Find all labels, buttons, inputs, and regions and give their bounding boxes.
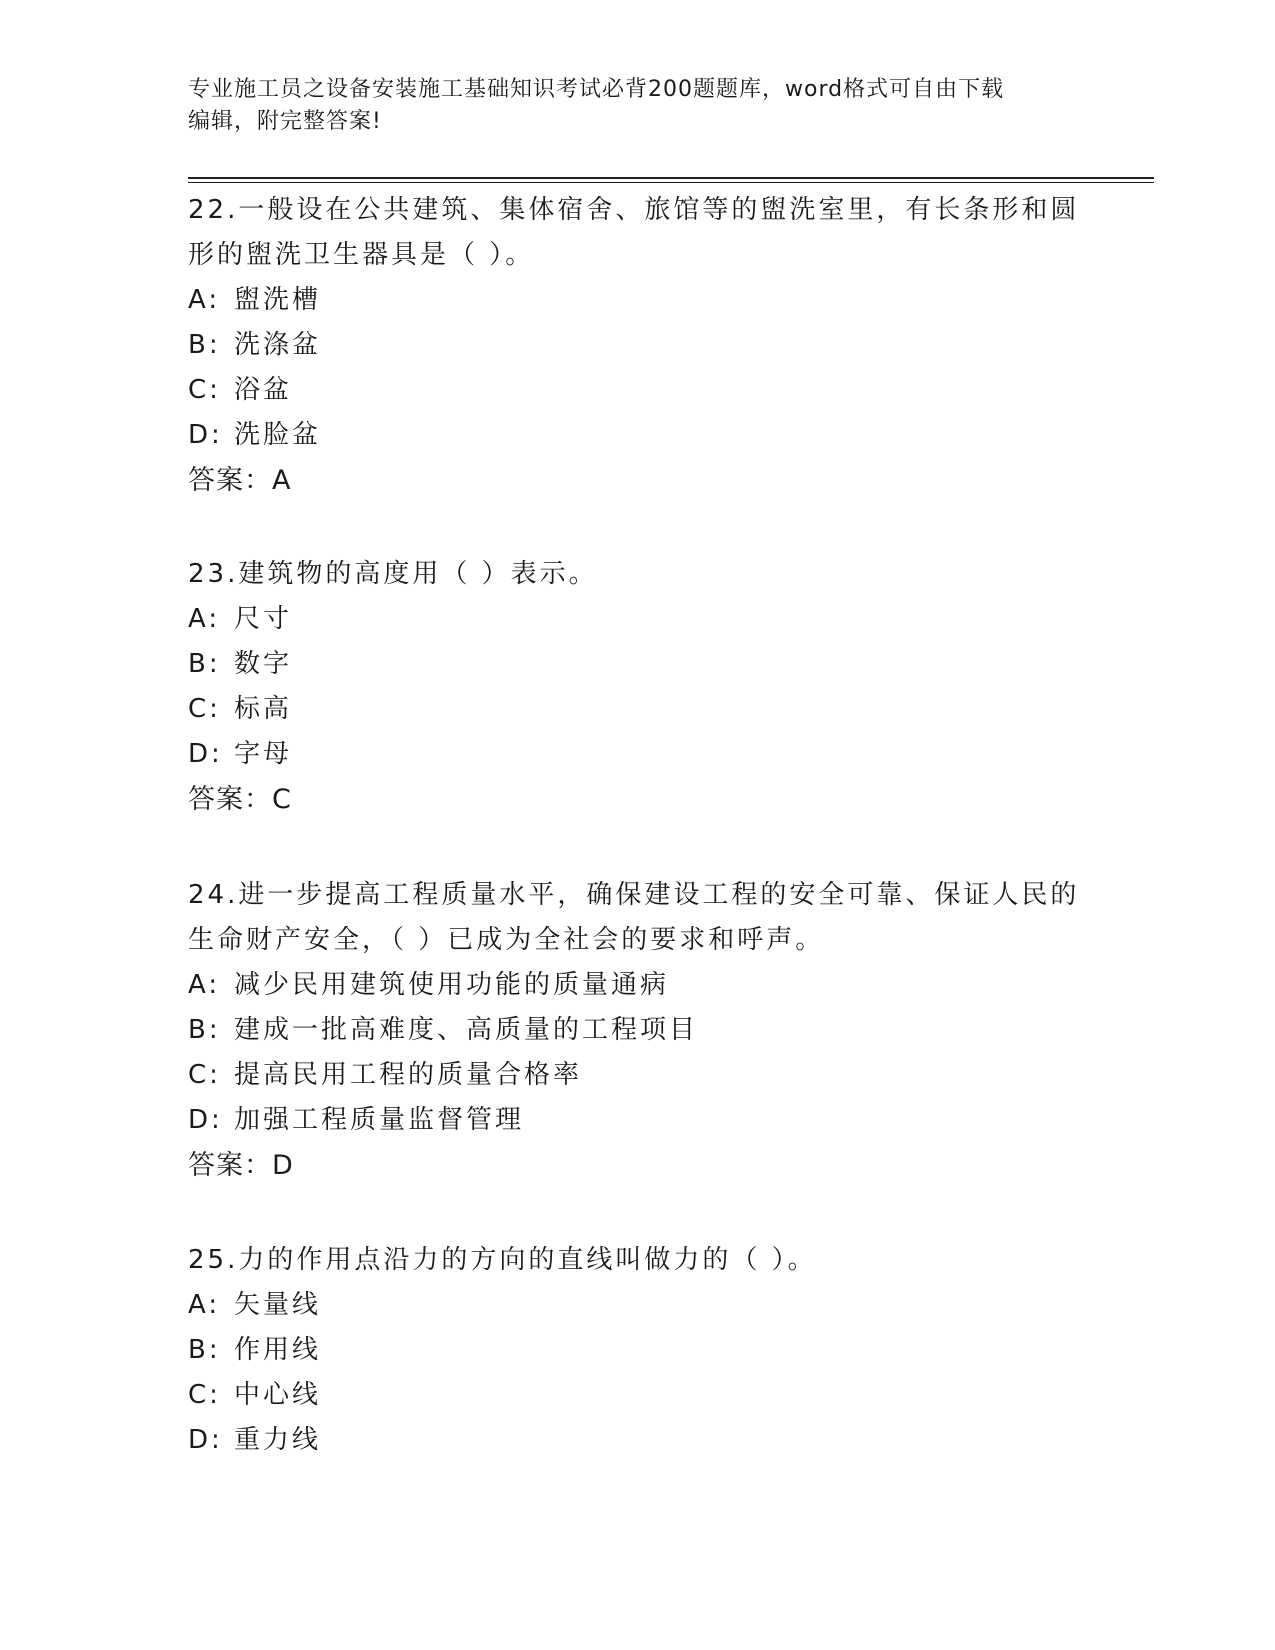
option-letter: D: [188,739,223,769]
option-letter: B: [188,1335,221,1365]
option-letter: B: [188,330,221,360]
answer-line: 答案：C [188,784,292,815]
answer-line: 答案：A [188,465,292,496]
option-letter: A: [188,285,221,315]
option-d [188,732,1088,777]
option-d [188,413,1088,458]
question-stem: 24.进一步提高工程质量水平，确保建设工程的安全可靠、保证人民的生命财产安全，（ ）已成为全社会的要求和呼声。 [188,880,1080,955]
option-text: 尺寸 [234,604,293,634]
question-stem: 25.力的作用点沿力的方向的直线叫做力的（ ）。 [188,1245,817,1275]
option-text: 浴盆 [234,375,293,405]
option-letter: C: [188,375,221,405]
option-b [188,1008,1088,1053]
option-text: 建成一批高难度、高质量的工程项目 [234,1015,699,1045]
question-23 [188,552,1088,822]
option-text: 提高民用工程的质量合格率 [234,1060,583,1090]
option-letter: C: [188,694,221,724]
option-a [188,278,1088,323]
option-letter: C: [188,1380,221,1410]
option-letter: C: [188,1060,221,1090]
option-letter: A: [188,1290,221,1320]
option-text: 洗脸盆 [234,420,322,450]
option-letter: A: [188,970,221,1000]
header-divider-thin [188,182,1154,183]
option-c [188,1053,1088,1098]
option-text: 矢量线 [234,1290,322,1320]
question-22 [188,188,1088,503]
question-25 [188,1238,1088,1463]
option-d [188,1418,1088,1463]
option-letter: A: [188,604,221,634]
option-text: 作用线 [234,1335,322,1365]
option-text: 减少民用建筑使用功能的质量通病 [234,970,670,1000]
option-a [188,597,1088,642]
question-24 [188,873,1088,1188]
option-c [188,368,1088,413]
answer-line: 答案：D [188,1150,294,1181]
option-a [188,963,1088,1008]
option-letter: B: [188,1015,221,1045]
option-text: 字母 [234,739,293,769]
header-divider-thick [188,177,1154,179]
option-letter: D: [188,1425,223,1455]
option-a [188,1283,1088,1328]
option-c [188,1373,1088,1418]
option-letter: D: [188,420,223,450]
option-b [188,642,1088,687]
option-text: 中心线 [234,1380,322,1410]
option-d [188,1098,1088,1143]
option-text: 数字 [234,649,293,679]
question-stem: 23.建筑物的高度用（ ）表示。 [188,559,598,589]
document-header [188,74,1088,138]
header-line-1: 专业施工员之设备安装施工基础知识考试必背200题题库，word格式可自由下载 [188,77,1005,102]
option-letter: B: [188,649,221,679]
header-line-2: 编辑，附完整答案! [188,109,382,134]
option-b [188,323,1088,368]
option-b [188,1328,1088,1373]
option-text: 洗涤盆 [234,330,322,360]
option-text: 重力线 [234,1425,322,1455]
option-c [188,687,1088,732]
option-text: 加强工程质量监督管理 [234,1105,525,1135]
option-text: 盥洗槽 [234,285,322,315]
question-stem: 22.一般设在公共建筑、集体宿舍、旅馆等的盥洗室里，有长条形和圆形的盥洗卫生器具是（ ）。 [188,195,1080,270]
option-letter: D: [188,1105,223,1135]
option-text: 标高 [234,694,293,724]
